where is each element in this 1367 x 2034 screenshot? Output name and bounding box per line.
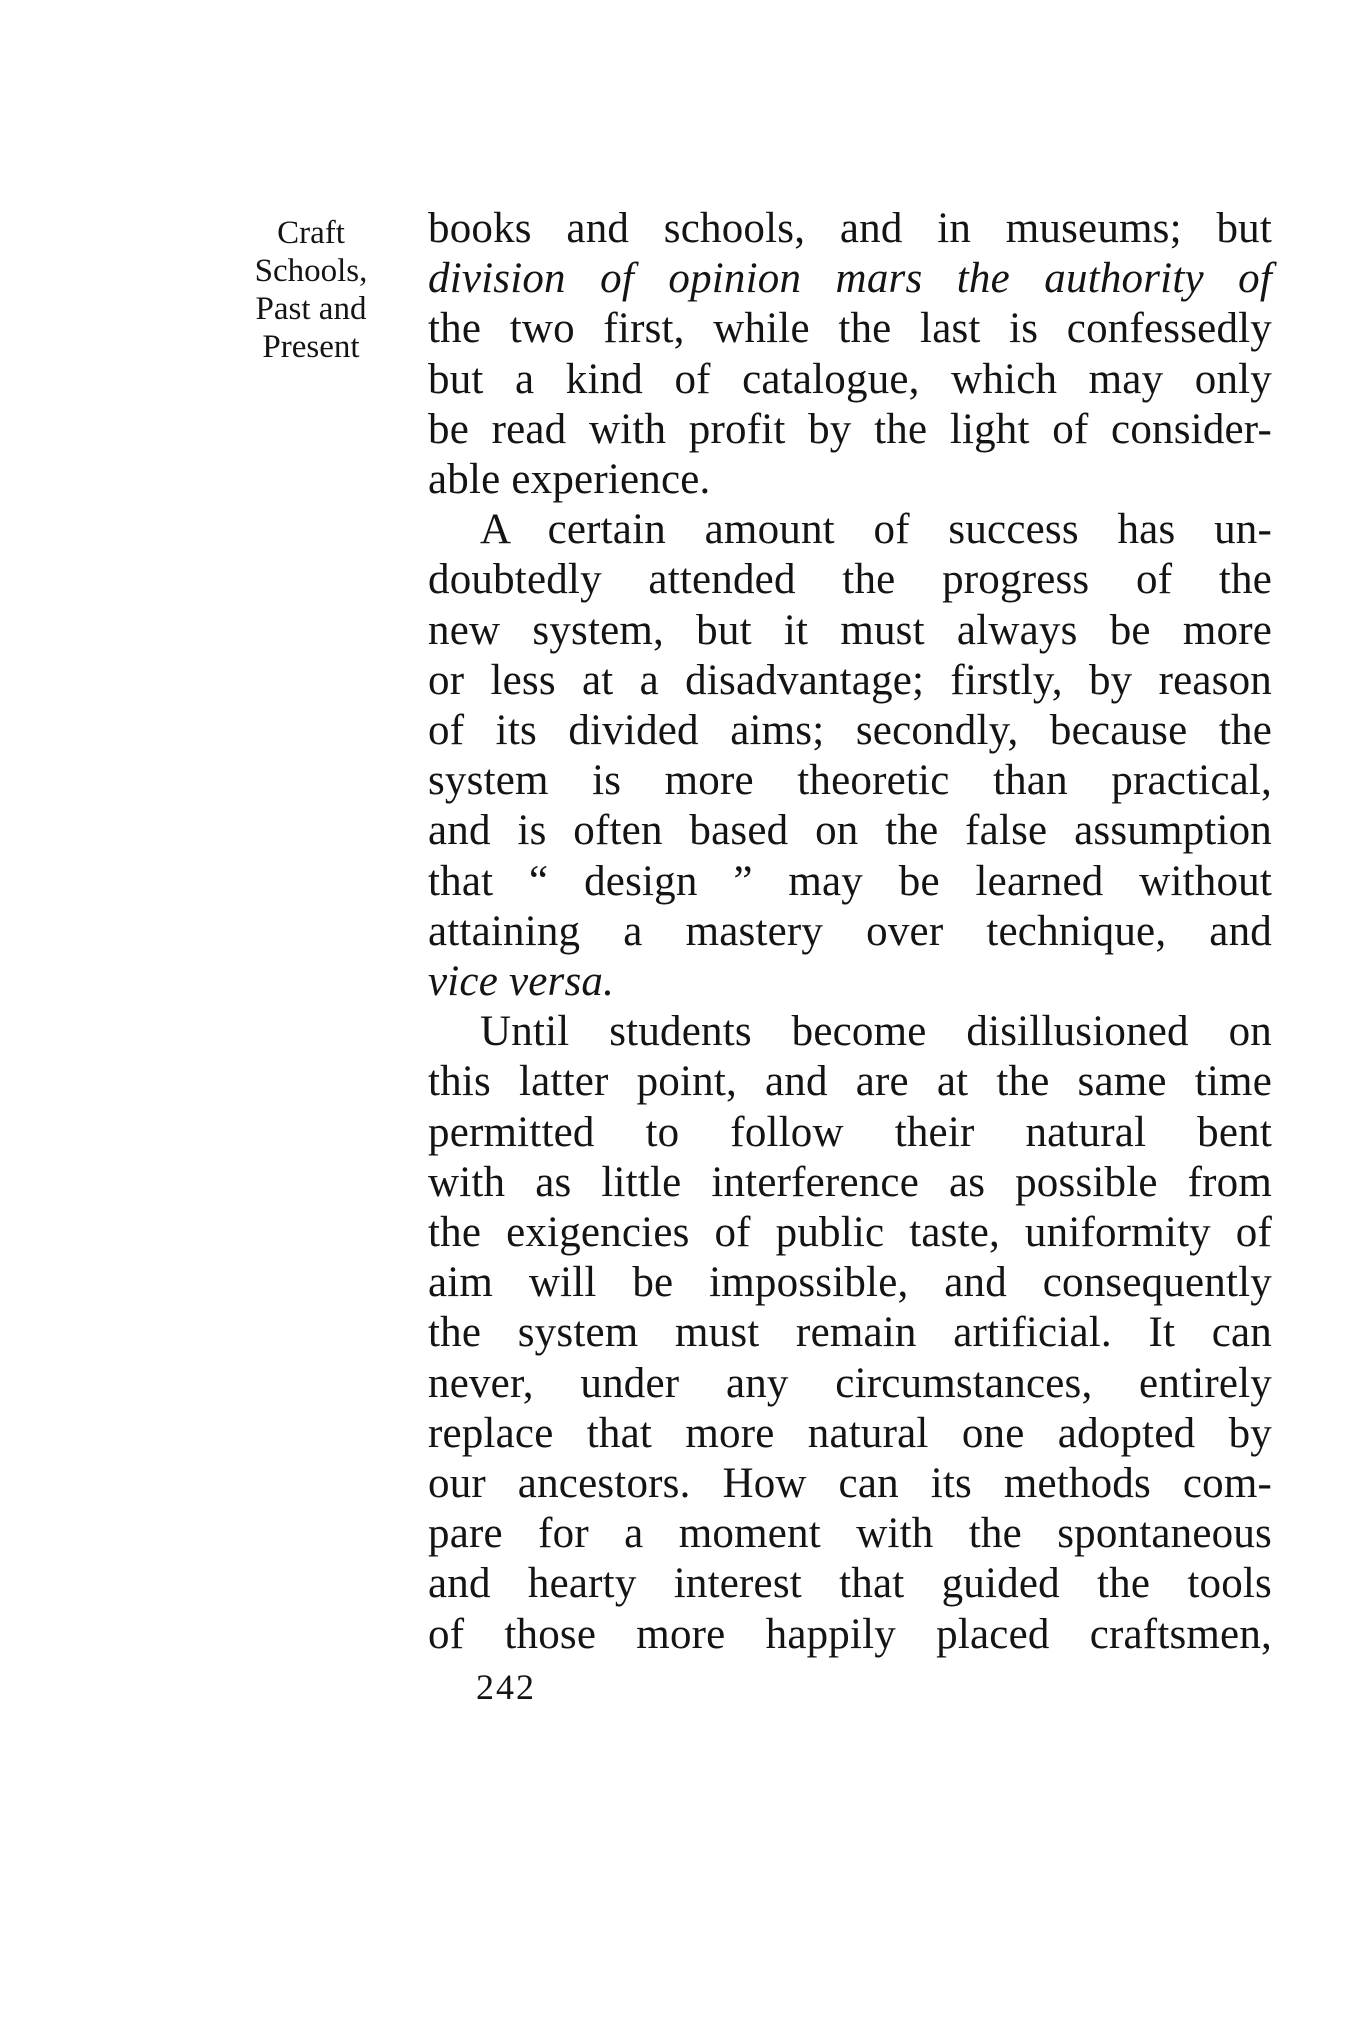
text-line: the system must remain artificial. It can xyxy=(428,1309,1272,1357)
text-line: doubtedly attended the progress of the xyxy=(428,556,1272,604)
paragraph-1 xyxy=(428,204,1272,505)
text-line: new system, but it must always be more xyxy=(428,606,1272,654)
text-line: and is often based on the false assumption xyxy=(428,807,1272,855)
sidenote-line: Schools, xyxy=(254,253,368,289)
text-line: replace that more natural one adopted by xyxy=(428,1409,1272,1457)
text-line: attaining a mastery over technique, and xyxy=(428,907,1272,955)
text-line: Until students become disillusioned on xyxy=(480,1008,1272,1056)
paragraph-3 xyxy=(428,1007,1272,1660)
text-line: system is more theoretic than practical, xyxy=(428,757,1272,805)
paragraph-2 xyxy=(428,505,1272,1007)
text-line: be read with profit by the light of consider- xyxy=(428,405,1272,453)
margin-sidenote xyxy=(236,214,386,366)
sidenote-line: Present xyxy=(262,329,360,365)
text-line: division of opinion mars the authority of xyxy=(428,255,1272,303)
text-line: with as little interference as possible from xyxy=(428,1158,1272,1206)
text-line: aim will be impossible, and consequently xyxy=(428,1259,1272,1307)
text-line: of its divided aims; secondly, because the xyxy=(428,707,1272,755)
sidenote-line: Craft xyxy=(277,215,345,251)
page-number: 242 xyxy=(476,1667,536,1707)
sidenote-line: Past and xyxy=(255,291,367,327)
text-line: this latter point, and are at the same time xyxy=(428,1058,1272,1106)
text-line: but a kind of catalogue, which may only xyxy=(428,355,1272,403)
text-line: books and schools, and in museums; but xyxy=(428,205,1272,252)
text-line: the exigencies of public taste, uniformity of xyxy=(428,1209,1272,1257)
text-line: able experience. xyxy=(428,456,711,504)
text-line: our ancestors. How can its methods com- xyxy=(428,1460,1272,1508)
text-line: never, under any circumstances, entirely xyxy=(428,1359,1272,1407)
text-line: or less at a disadvantage; firstly, by reason xyxy=(428,656,1272,704)
text-line: and hearty interest that guided the tools xyxy=(428,1560,1272,1608)
text-line: the two first, while the last is confessedly xyxy=(428,305,1272,353)
text-line: of those more happily placed craftsmen, xyxy=(428,1610,1272,1658)
text-line: A certain amount of success has un- xyxy=(480,506,1272,554)
body-text xyxy=(428,204,1272,1660)
text-line: pare for a moment with the spontaneous xyxy=(428,1510,1272,1558)
text-line: vice versa. xyxy=(428,958,615,1006)
text-line: that “ design ” may be learned without xyxy=(428,857,1272,905)
text-line: permitted to follow their natural bent xyxy=(428,1108,1272,1156)
